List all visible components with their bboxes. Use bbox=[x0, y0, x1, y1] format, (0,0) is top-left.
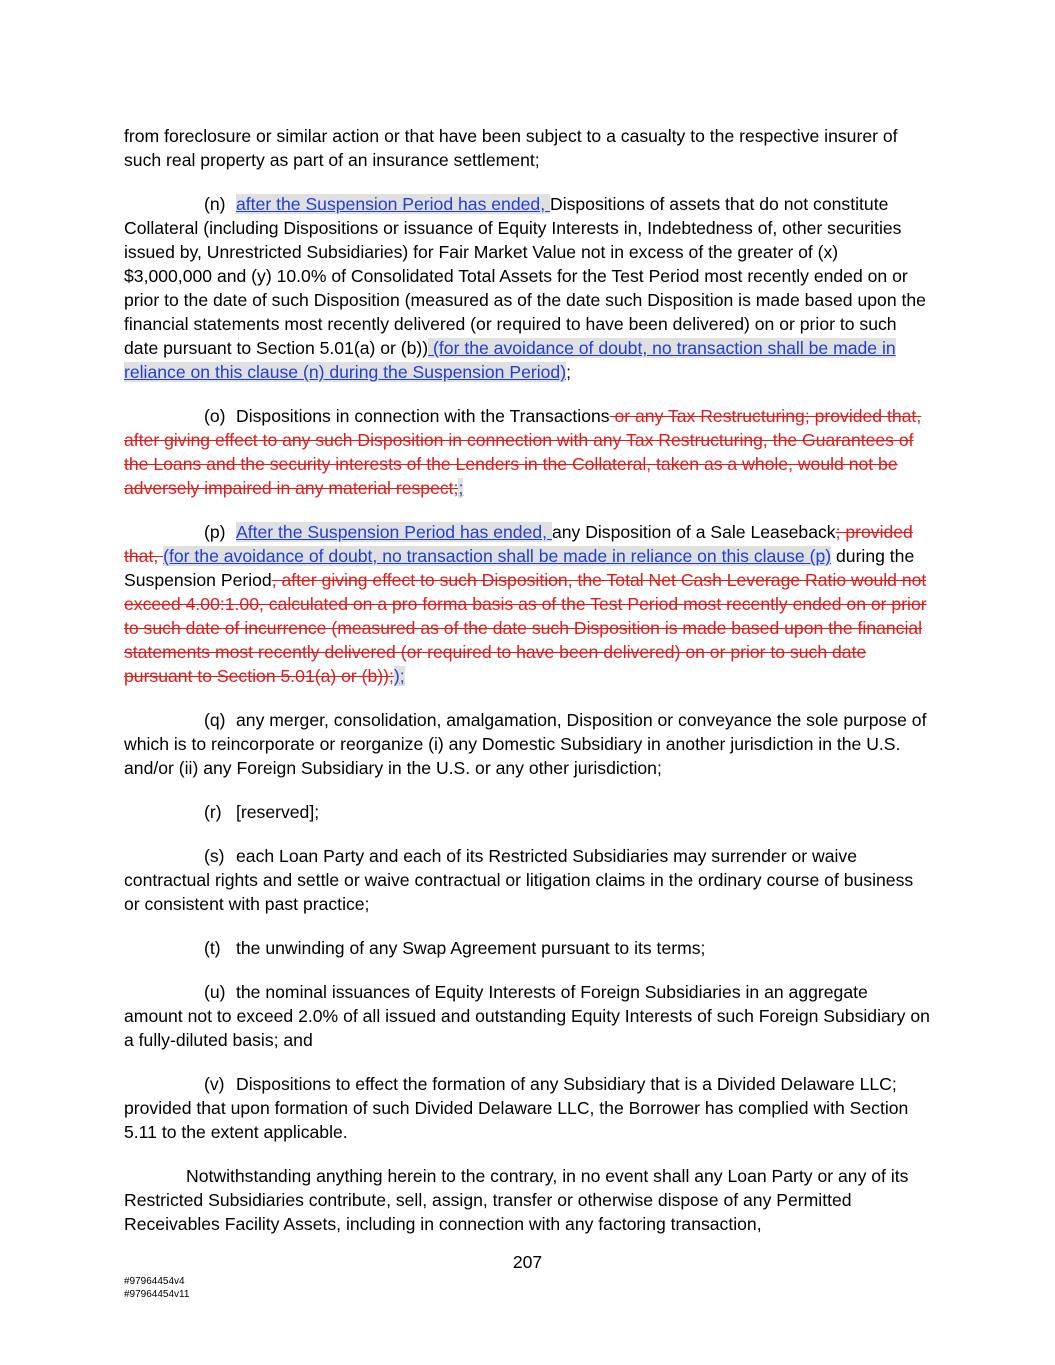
intro-text: from foreclosure or similar action or that have been subject to a casualty to the respective insurer of such real property as part of an insurance settlement; bbox=[124, 126, 898, 170]
clause-p-insertion-3: ); bbox=[393, 666, 405, 686]
paragraph-final bbox=[124, 1164, 930, 1236]
clause-r bbox=[124, 800, 930, 824]
clause-p-label: (p) bbox=[204, 522, 226, 542]
clause-u-label: (u) bbox=[204, 982, 226, 1002]
clause-o-label: (o) bbox=[204, 406, 226, 426]
clause-s-text: each Loan Party and each of its Restricted Subsidiaries may surrender or waive contractual rights and settle or waive contractual or litigation claims in the ordinary course of business or consistent with past practice; bbox=[124, 846, 914, 914]
clause-p-insertion-1: After the Suspension Period has ended, bbox=[236, 522, 552, 542]
clause-n-insertion-2: (for the avoidance of doubt, no transaction shall be made in reliance on this clause (n) during the Suspension Period) bbox=[124, 338, 896, 382]
clause-t bbox=[124, 936, 930, 960]
clause-q-label: (q) bbox=[204, 710, 226, 730]
clause-p-deletion-2: , after giving effect to such Disposition, the Total Net Cash Leverage Ratio would not exceed 4.00:1.00, calculated on a pro forma basis as of the Test Period most recently ended on or prior to such date of incurrence (measured as of the date such Disposition is made based upon the financial statements most recently delivered (or required to have been delivered) on or prior to such date pursuant to Section 5.01(a) or (b)); bbox=[124, 570, 927, 686]
clause-u bbox=[124, 980, 930, 1052]
clause-r-label: (r) bbox=[204, 802, 222, 822]
clause-v-label: (v) bbox=[204, 1074, 225, 1094]
clause-p-text-2: during the Suspension Period bbox=[124, 546, 915, 590]
clause-n-label: (n) bbox=[204, 194, 226, 214]
doc-id-1: #97964454v4 bbox=[124, 1276, 185, 1287]
clause-t-label: (t) bbox=[204, 938, 221, 958]
clause-o-deletion-1: or any Tax Restructuring; provided that, after giving effect to any such Disposition in connection with any Tax Restructuring, the Guarantees of the Loans and the security interests of the Lenders in the Collateral, taken as a whole, would not be adversely impaired in any material respect; bbox=[124, 406, 922, 498]
clause-o bbox=[124, 404, 930, 500]
clause-s bbox=[124, 844, 930, 916]
clause-q-text: any merger, consolidation, amalgamation, Disposition or conveyance the sole purpose of which is to reincorporate or reorganize (i) any Domestic Subsidiary in another jurisdiction in the U.S. and/or (ii) any Foreign Subsidiary in the U.S. or any other jurisdiction; bbox=[124, 710, 927, 778]
document-body bbox=[124, 124, 930, 1256]
clause-s-label: (s) bbox=[204, 846, 225, 866]
page-number: 207 bbox=[512, 1252, 543, 1272]
clause-p bbox=[124, 520, 930, 688]
clause-v-text: Dispositions to effect the formation of any Subsidiary that is a Divided Delaware LLC; provided that upon formation of such Divided Delaware LLC, the Borrower has complied with Section 5.11 to the extent applicable. bbox=[124, 1074, 909, 1142]
paragraph-intro bbox=[124, 124, 930, 172]
clause-o-insertion-1: ; bbox=[458, 478, 464, 498]
doc-id-2: #97964454v11 bbox=[124, 1289, 190, 1300]
clause-n bbox=[124, 192, 930, 384]
clause-n-text-2: ; bbox=[566, 362, 571, 382]
clause-n-text-1: Dispositions of assets that do not constitute Collateral (including Dispositions or issuance of Equity Interests in, Indebtedness of, other securities issued by, Unrestricted Subsidiaries) for Fair Market Value not in excess of the greater of (x) $3,000,000 and (y) 10.0% of Consolidated Total Assets for the Test Period most recently ended on or prior to the date of such Disposition (measured as of the date such Disposition is made based upon the financial statements most recently delivered (or required to have been delivered) on or prior to such date pursuant to Section 5.01(a) or (b)) bbox=[124, 194, 926, 358]
clause-p-deletion-1: ; provided that, bbox=[124, 522, 913, 566]
clause-o-text-1: Dispositions in connection with the Transactions bbox=[236, 406, 610, 426]
clause-t-text: the unwinding of any Swap Agreement pursuant to its terms; bbox=[236, 938, 706, 958]
clause-n-insertion-1: after the Suspension Period has ended, bbox=[236, 194, 550, 214]
clause-r-text: [reserved]; bbox=[236, 802, 320, 822]
clause-v bbox=[124, 1072, 930, 1144]
final-text: Notwithstanding anything herein to the contrary, in no event shall any Loan Party or any of its Restricted Subsidiaries contribute, sell, assign, transfer or otherwise dispose of any Permitted Receivables Facility Assets, including in connection with any factoring transaction, bbox=[124, 1166, 909, 1234]
clause-u-text: the nominal issuances of Equity Interests of Foreign Subsidiaries in an aggregate amount not to exceed 2.0% of all issued and outstanding Equity Interests of such Foreign Subsidiary on a fully-diluted basis; and bbox=[124, 982, 930, 1050]
clause-p-insertion-2: (for the avoidance of doubt, no transaction shall be made in reliance on this clause (p) bbox=[163, 546, 832, 566]
clause-p-text-1: any Disposition of a Sale Leaseback bbox=[551, 522, 836, 542]
clause-q bbox=[124, 708, 930, 780]
